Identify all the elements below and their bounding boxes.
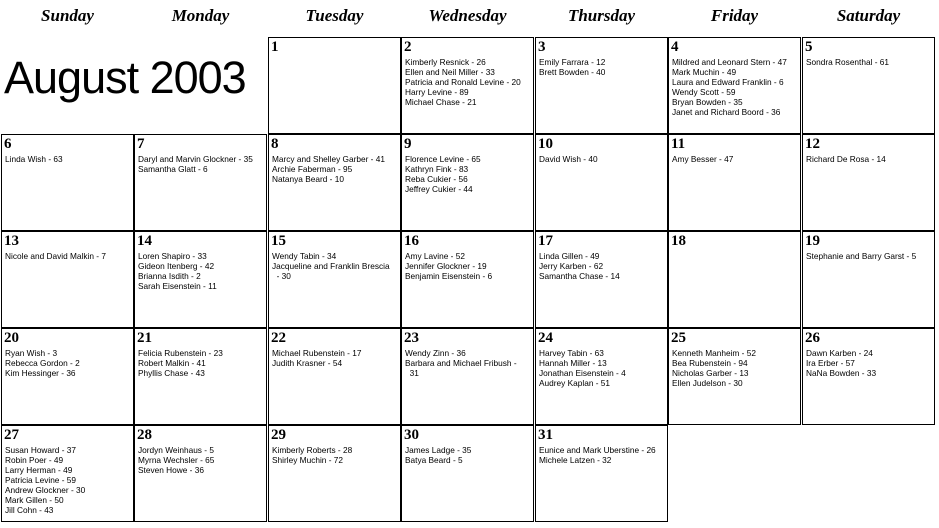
event-item: Kimberly Resnick - 26 (405, 57, 486, 67)
day-number: 21 (137, 330, 152, 346)
day-cell[interactable] (535, 231, 668, 328)
event-list (138, 251, 267, 291)
event-list (806, 348, 935, 378)
day-number: 30 (404, 427, 419, 443)
event-item: Robert Malkin - 41 (138, 358, 206, 368)
event-item: Linda Gillen - 49 (539, 251, 600, 261)
event-item: Susan Howard - 37 (5, 445, 77, 455)
event-item: Ryan Wish - 3 (5, 348, 58, 358)
event-list (272, 251, 401, 281)
event-item: Dawn Karben - 24 (806, 348, 873, 358)
weekday-label-friday: Friday (710, 6, 759, 25)
event-list (806, 251, 935, 261)
event-item: Linda Wish - 63 (5, 154, 63, 164)
day-number: 13 (4, 233, 19, 249)
event-item: Ellen Judelson - 30 (672, 378, 743, 388)
event-item: Hannah Miller - 13 (539, 358, 607, 368)
event-item: Kathryn Fink - 83 (405, 164, 469, 174)
day-cell[interactable] (134, 328, 267, 425)
day-cell[interactable] (134, 425, 267, 522)
day-cell[interactable] (1, 425, 134, 522)
day-cell[interactable] (535, 425, 668, 522)
day-cell[interactable] (535, 37, 668, 134)
day-cell[interactable] (668, 328, 801, 425)
event-item: Bea Rubenstein - 94 (672, 358, 748, 368)
event-item: Rebecca Gordon - 2 (5, 358, 80, 368)
event-item: Jonathan Eisenstein - 4 (539, 368, 626, 378)
event-item: Laura and Edward Franklin - 6 (672, 77, 784, 87)
event-list (672, 348, 801, 388)
event-item: Emily Farrara - 12 (539, 57, 606, 67)
event-item: - 30 (272, 271, 291, 281)
day-cell[interactable] (1, 328, 134, 425)
day-cell[interactable] (134, 231, 267, 328)
event-item: Michael Rubenstein - 17 (272, 348, 362, 358)
event-list (405, 251, 534, 281)
event-item: Michael Chase - 21 (405, 97, 477, 107)
event-item: Eunice and Mark Uberstine - 26 (539, 445, 656, 455)
event-list (138, 445, 267, 475)
event-item: Daryl and Marvin Glockner - 35 (138, 154, 253, 164)
event-item: Amy Besser - 47 (672, 154, 734, 164)
day-cell[interactable] (535, 134, 668, 231)
event-list (539, 154, 668, 164)
event-item: Jordyn Weinhaus - 5 (138, 445, 214, 455)
event-item: Florence Levine - 65 (405, 154, 481, 164)
day-number: 11 (671, 136, 686, 152)
event-list (539, 348, 668, 388)
day-cell[interactable] (802, 328, 935, 425)
weekday-label-monday: Monday (171, 6, 230, 25)
day-cell[interactable] (134, 134, 267, 231)
event-list (138, 348, 267, 378)
event-item: Kimberly Roberts - 28 (272, 445, 353, 455)
event-item: Bryan Bowden - 35 (672, 97, 743, 107)
event-item: Brianna Isdith - 2 (138, 271, 201, 281)
event-list (272, 445, 401, 465)
day-number: 17 (538, 233, 553, 249)
event-item: Patricia Levine - 59 (5, 475, 77, 485)
event-item: Loren Shapiro - 33 (138, 251, 207, 261)
event-list (138, 154, 267, 174)
event-item: Harvey Tabin - 63 (539, 348, 604, 358)
event-item: Felicia Rubenstein - 23 (138, 348, 223, 358)
event-item: Phyllis Chase - 43 (138, 368, 205, 378)
event-list (405, 154, 534, 194)
event-item: Wendy Zinn - 36 (405, 348, 466, 358)
event-item: Ellen and Neil Miller - 33 (405, 67, 495, 77)
event-item: Brett Bowden - 40 (539, 67, 606, 77)
day-number: 24 (538, 330, 553, 346)
day-cell[interactable] (802, 231, 935, 328)
event-list (5, 154, 134, 164)
event-item: Natanya Beard - 10 (272, 174, 344, 184)
day-number: 12 (805, 136, 820, 152)
day-number: 25 (671, 330, 686, 346)
day-number: 5 (805, 39, 813, 55)
event-item: Amy Lavine - 52 (405, 251, 465, 261)
event-item: Judith Krasner - 54 (272, 358, 343, 368)
day-number: 4 (671, 39, 679, 55)
event-item: Batya Beard - 5 (405, 455, 463, 465)
day-cell[interactable] (401, 231, 534, 328)
day-cell[interactable] (401, 134, 534, 231)
event-item: Reba Cukier - 56 (405, 174, 468, 184)
day-cell[interactable] (268, 328, 401, 425)
event-item: Sarah Eisenstein - 11 (138, 281, 217, 291)
event-list (672, 154, 801, 164)
event-list (272, 348, 401, 368)
event-item: Nicholas Garber - 13 (672, 368, 749, 378)
day-number: 19 (805, 233, 820, 249)
event-list (405, 57, 534, 107)
event-item: Janet and Richard Boord - 36 (672, 107, 781, 117)
event-item: Myrna Wechsler - 65 (138, 455, 215, 465)
day-cell[interactable] (1, 134, 134, 231)
event-item: Nicole and David Malkin - 7 (5, 251, 106, 261)
day-number: 31 (538, 427, 553, 443)
event-item: 31 (405, 368, 419, 378)
event-item: James Ladge - 35 (405, 445, 472, 455)
event-item: NaNa Bowden - 33 (806, 368, 877, 378)
day-cell[interactable] (268, 37, 401, 134)
event-item: Jerry Karben - 62 (539, 261, 604, 271)
event-item: Jeffrey Cukier - 44 (405, 184, 473, 194)
day-number: 1 (271, 39, 279, 55)
day-number: 3 (538, 39, 546, 55)
day-number: 22 (271, 330, 286, 346)
event-list (5, 251, 134, 261)
day-number: 29 (271, 427, 286, 443)
event-item: Wendy Tabin - 34 (272, 251, 337, 261)
day-cell[interactable] (802, 134, 935, 231)
day-cell[interactable] (668, 231, 801, 328)
day-cell[interactable] (268, 425, 401, 522)
event-item: Andrew Glockner - 30 (5, 485, 86, 495)
event-list (5, 445, 134, 515)
day-cell[interactable] (268, 231, 401, 328)
day-number: 6 (4, 136, 12, 152)
event-item: Harry Levine - 89 (405, 87, 469, 97)
event-item: Larry Herman - 49 (5, 465, 73, 475)
day-cell[interactable] (668, 134, 801, 231)
event-item: Michele Latzen - 32 (539, 455, 612, 465)
day-number: 27 (4, 427, 19, 443)
day-cell[interactable] (668, 37, 801, 134)
event-item: Mildred and Leonard Stern - 47 (672, 57, 787, 67)
day-cell[interactable] (802, 37, 935, 134)
day-number: 26 (805, 330, 820, 346)
event-item: Kim Hessinger - 36 (5, 368, 76, 378)
event-list (539, 57, 668, 77)
event-item: Kenneth Manheim - 52 (672, 348, 756, 358)
event-list (539, 445, 668, 465)
event-list (272, 154, 401, 184)
event-item: David Wish - 40 (539, 154, 598, 164)
day-number: 7 (137, 136, 145, 152)
event-item: Jill Cohn - 43 (5, 505, 54, 515)
event-item: Jennifer Glockner - 19 (405, 261, 487, 271)
day-cell[interactable] (1, 231, 134, 328)
weekday-label-saturday: Saturday (836, 6, 901, 25)
day-cell[interactable] (401, 425, 534, 522)
event-item: Steven Howe - 36 (138, 465, 204, 475)
day-cell[interactable] (401, 37, 534, 134)
weekday-label-wednesday: Wednesday (428, 6, 507, 25)
event-item: Gideon Itenberg - 42 (138, 261, 215, 271)
day-number: 23 (404, 330, 419, 346)
event-item: Samantha Glatt - 6 (138, 164, 208, 174)
event-item: Shirley Muchin - 72 (272, 455, 344, 465)
event-list (5, 348, 134, 378)
day-cell[interactable] (535, 328, 668, 425)
event-item: Mark Muchin - 49 (672, 67, 737, 77)
day-number: 9 (404, 136, 412, 152)
event-item: Marcy and Shelley Garber - 41 (272, 154, 385, 164)
day-number: 18 (671, 233, 686, 249)
event-item: Audrey Kaplan - 51 (539, 378, 611, 388)
day-number: 2 (404, 39, 412, 55)
day-number: 10 (538, 136, 553, 152)
day-number: 28 (137, 427, 152, 443)
event-item: Richard De Rosa - 14 (806, 154, 886, 164)
weekday-label-sunday: Sunday (41, 6, 94, 25)
event-list (405, 348, 534, 378)
event-item: Robin Poer - 49 (5, 455, 64, 465)
day-cell[interactable] (268, 134, 401, 231)
day-number: 15 (271, 233, 286, 249)
weekday-label-tuesday: Tuesday (305, 6, 364, 25)
event-item: Ira Erber - 57 (806, 358, 855, 368)
event-item: Mark Gillen - 50 (5, 495, 64, 505)
event-item: Samantha Chase - 14 (539, 271, 620, 281)
event-list (539, 251, 668, 281)
event-list (806, 57, 935, 67)
event-item: Jacqueline and Franklin Brescia (272, 261, 390, 271)
day-number: 20 (4, 330, 19, 346)
day-number: 14 (137, 233, 152, 249)
event-list (405, 445, 534, 465)
event-item: Wendy Scott - 59 (672, 87, 736, 97)
event-item: Benjamin Eisenstein - 6 (405, 271, 493, 281)
event-list (806, 154, 935, 164)
weekday-label-thursday: Thursday (567, 6, 636, 25)
event-list (672, 57, 801, 117)
day-number: 8 (271, 136, 279, 152)
event-item: Patricia and Ronald Levine - 20 (405, 77, 521, 87)
event-item: Barbara and Michael Fribush - (405, 358, 517, 368)
event-item: Stephanie and Barry Garst - 5 (806, 251, 917, 261)
event-item: Sondra Rosenthal - 61 (806, 57, 890, 67)
calendar-title: August 2003 (4, 52, 246, 103)
day-cell[interactable] (401, 328, 534, 425)
day-number: 16 (404, 233, 419, 249)
event-item: Archie Faberman - 95 (272, 164, 353, 174)
